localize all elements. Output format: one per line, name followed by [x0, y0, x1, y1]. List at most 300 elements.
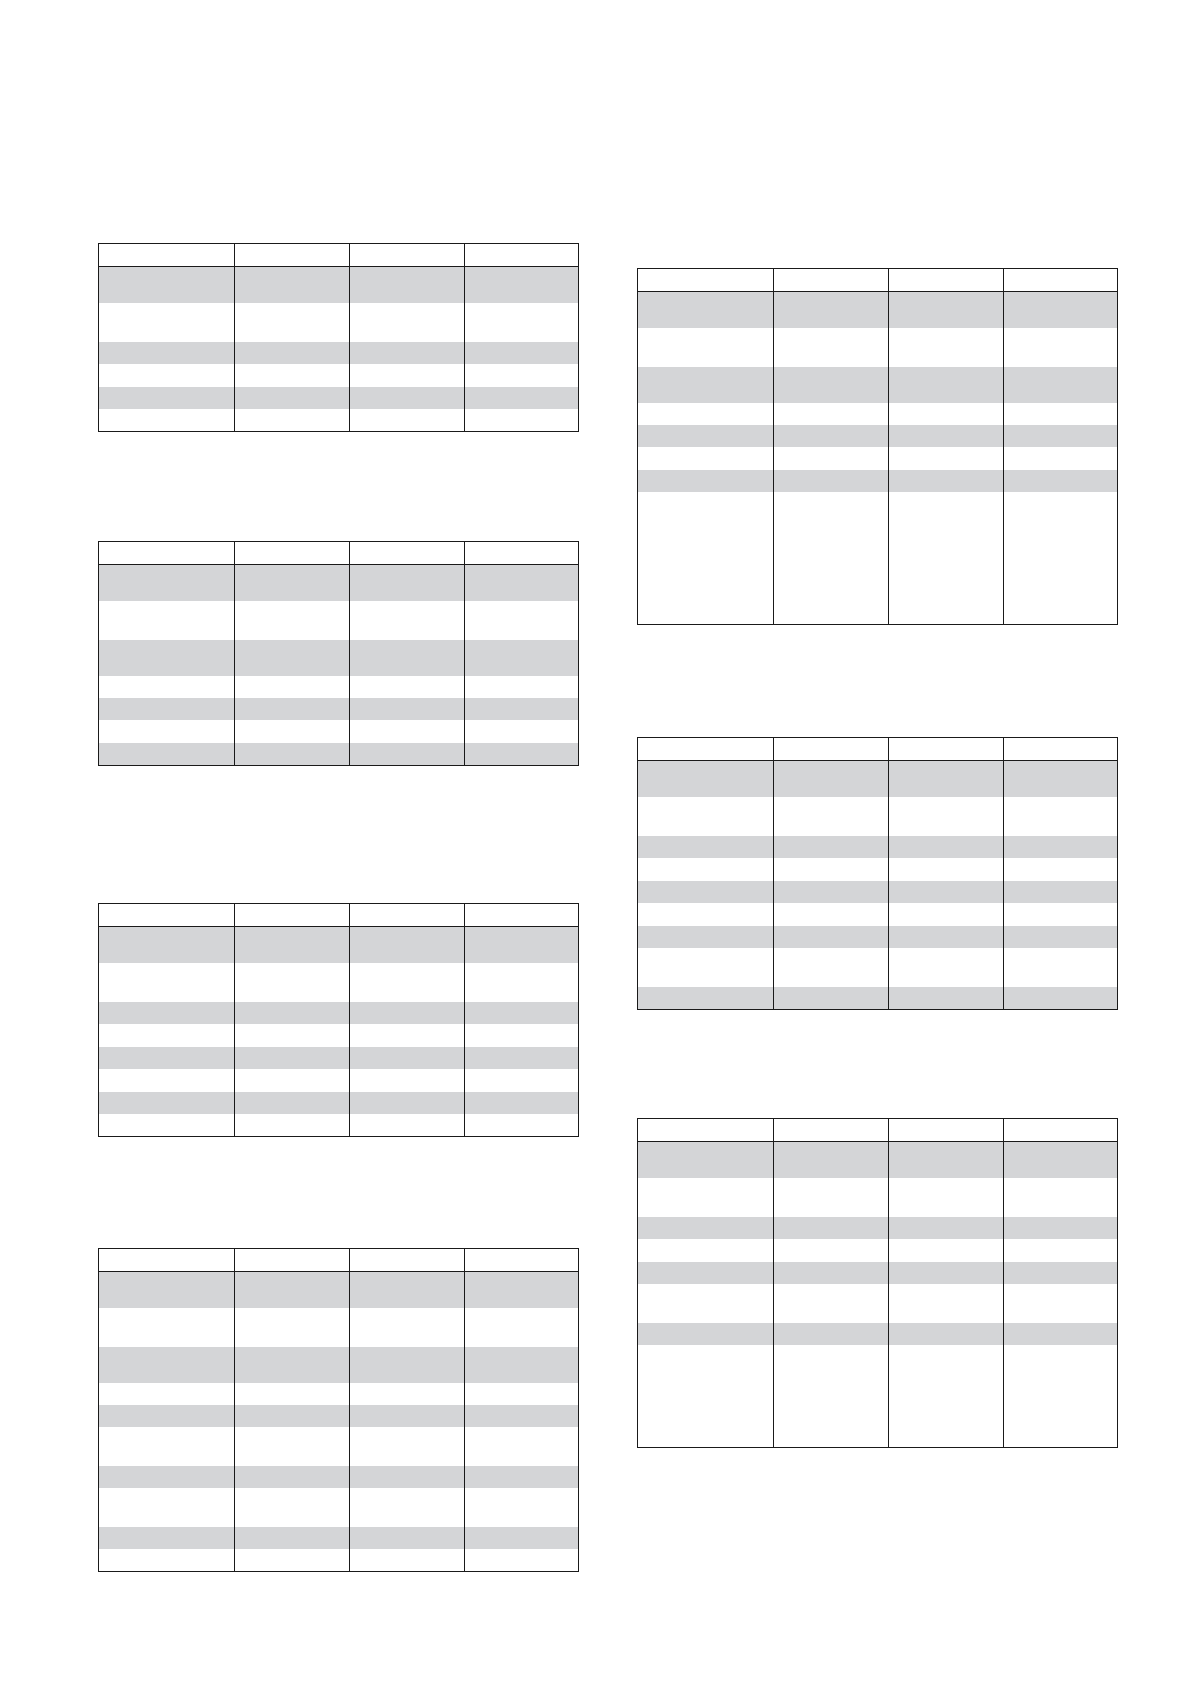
table-cell [1004, 328, 1117, 367]
table-row [638, 858, 1117, 881]
table-cell [99, 409, 235, 431]
table-cell [638, 903, 774, 926]
table-row [99, 565, 578, 601]
table-cell [638, 1262, 774, 1284]
table-cell [1004, 1262, 1117, 1284]
table-cell [889, 761, 1004, 797]
table-cell [638, 328, 774, 367]
table-cell [465, 1002, 578, 1024]
table-cell [235, 342, 350, 364]
table-row [638, 425, 1117, 447]
table-cell [350, 565, 465, 601]
table-cell [465, 303, 578, 342]
table-cell [350, 698, 465, 720]
header-cell [638, 738, 774, 760]
table-cell [99, 640, 235, 676]
header-cell [235, 904, 350, 926]
table-cell [889, 881, 1004, 903]
table-row [99, 1114, 578, 1136]
table-cell [465, 1069, 578, 1092]
table-cell [638, 1284, 774, 1323]
table-cell [638, 447, 774, 470]
table-cell [1004, 1239, 1117, 1262]
header-cell [465, 904, 578, 926]
table-cell [99, 1092, 235, 1114]
table-cell [350, 963, 465, 1002]
table-row [99, 267, 578, 303]
table-header-row [638, 738, 1117, 761]
table-row [638, 367, 1117, 403]
table-cell [350, 1466, 465, 1488]
table-cell [774, 470, 889, 492]
table-cell [465, 720, 578, 743]
table-row [99, 1427, 578, 1466]
table-cell [1004, 425, 1117, 447]
table-cell [235, 387, 350, 409]
table-cell [350, 1405, 465, 1427]
table-cell [638, 1239, 774, 1262]
table-cell [465, 927, 578, 963]
table-row [638, 447, 1117, 470]
table-row [99, 1549, 578, 1571]
table-cell [638, 1323, 774, 1345]
table-row [99, 1405, 578, 1427]
table-row [638, 1239, 1117, 1262]
table-cell [465, 1047, 578, 1069]
table-cell [235, 676, 350, 698]
table-cell [889, 470, 1004, 492]
table-cell [1004, 367, 1117, 403]
table-cell [638, 948, 774, 987]
table-cell [235, 1069, 350, 1092]
table-cell [774, 858, 889, 881]
table-cell [774, 903, 889, 926]
table-row [99, 303, 578, 342]
table-cell [465, 342, 578, 364]
table-cell [638, 881, 774, 903]
table-cell [889, 367, 1004, 403]
table-row [638, 1345, 1117, 1447]
table-cell [235, 927, 350, 963]
table-row [638, 1142, 1117, 1178]
table-cell [1004, 1217, 1117, 1239]
table-cell [99, 1488, 235, 1527]
table-row [99, 1092, 578, 1114]
table-cell [638, 367, 774, 403]
table-cell [235, 565, 350, 601]
table-cell [350, 743, 465, 765]
table-cell [638, 403, 774, 425]
table-cell [1004, 987, 1117, 1009]
table-cell [350, 927, 465, 963]
table-cell [235, 1427, 350, 1466]
table-cell [350, 1527, 465, 1549]
table-row [638, 403, 1117, 425]
table-cell [235, 698, 350, 720]
table-cell [235, 1308, 350, 1347]
table-cell [889, 425, 1004, 447]
table-cell [465, 1114, 578, 1136]
header-cell [889, 1119, 1004, 1141]
table-row [99, 640, 578, 676]
table-row [99, 1466, 578, 1488]
table-cell [1004, 948, 1117, 987]
table-cell [465, 409, 578, 431]
table-cell [350, 720, 465, 743]
table-cell [774, 1239, 889, 1262]
table-cell [465, 1427, 578, 1466]
table-row [638, 903, 1117, 926]
table-5 [637, 268, 1118, 625]
table-cell [1004, 881, 1117, 903]
table-row [638, 1178, 1117, 1217]
table-row [638, 470, 1117, 492]
table-cell [235, 409, 350, 431]
table-cell [465, 640, 578, 676]
table-7 [637, 1118, 1118, 1448]
table-header-row [638, 269, 1117, 292]
table-cell [1004, 797, 1117, 836]
table-cell [235, 1405, 350, 1427]
table-cell [99, 267, 235, 303]
header-cell [638, 269, 774, 291]
table-cell [99, 1347, 235, 1383]
table-cell [1004, 1142, 1117, 1178]
table-row [99, 1047, 578, 1069]
table-cell [99, 743, 235, 765]
table-cell [638, 292, 774, 328]
table-cell [235, 1466, 350, 1488]
table-cell [889, 926, 1004, 948]
table-cell [889, 1239, 1004, 1262]
table-cell [99, 1383, 235, 1405]
table-cell [350, 676, 465, 698]
table-cell [1004, 761, 1117, 797]
table-row [638, 761, 1117, 797]
table-cell [235, 1383, 350, 1405]
table-cell [99, 1527, 235, 1549]
table-cell [889, 1142, 1004, 1178]
table-cell [638, 987, 774, 1009]
table-cell [889, 948, 1004, 987]
table-row [638, 797, 1117, 836]
table-cell [774, 403, 889, 425]
table-header-row [99, 244, 578, 267]
table-cell [235, 1488, 350, 1527]
table-cell [774, 1142, 889, 1178]
table-cell [1004, 470, 1117, 492]
table-cell [889, 987, 1004, 1009]
table-cell [350, 303, 465, 342]
table-row [99, 676, 578, 698]
table-cell [889, 403, 1004, 425]
table-cell [465, 364, 578, 387]
table-row [99, 409, 578, 431]
header-cell [350, 542, 465, 564]
table-cell [1004, 292, 1117, 328]
table-cell [465, 387, 578, 409]
table-cell [638, 470, 774, 492]
header-cell [889, 738, 1004, 760]
table-row [99, 698, 578, 720]
table-cell [350, 1002, 465, 1024]
table-row [638, 328, 1117, 367]
table-cell [774, 761, 889, 797]
table-cell [465, 1466, 578, 1488]
table-cell [99, 720, 235, 743]
table-cell [235, 1549, 350, 1571]
table-2 [98, 541, 579, 766]
table-cell [99, 1272, 235, 1308]
table-cell [99, 1024, 235, 1047]
table-cell [350, 640, 465, 676]
table-cell [465, 1549, 578, 1571]
table-cell [465, 676, 578, 698]
table-cell [350, 1069, 465, 1092]
table-cell [889, 328, 1004, 367]
table-cell [99, 963, 235, 1002]
table-cell [235, 640, 350, 676]
table-cell [99, 387, 235, 409]
header-cell [774, 269, 889, 291]
table-cell [350, 1114, 465, 1136]
table-cell [99, 1114, 235, 1136]
table-cell [350, 267, 465, 303]
table-cell [99, 1405, 235, 1427]
header-cell [465, 542, 578, 564]
table-cell [889, 836, 1004, 858]
table-cell [235, 743, 350, 765]
table-cell [889, 1178, 1004, 1217]
table-cell [465, 698, 578, 720]
table-row [99, 364, 578, 387]
table-cell [235, 601, 350, 640]
table-cell [465, 1488, 578, 1527]
table-cell [99, 601, 235, 640]
table-cell [638, 926, 774, 948]
table-cell [235, 1114, 350, 1136]
table-cell [774, 1178, 889, 1217]
table-cell [889, 1345, 1004, 1447]
table-cell [774, 1345, 889, 1447]
table-cell [774, 425, 889, 447]
table-cell [774, 836, 889, 858]
table-cell [99, 1069, 235, 1092]
table-cell [235, 303, 350, 342]
table-row [638, 948, 1117, 987]
table-cell [889, 1262, 1004, 1284]
table-cell [235, 1092, 350, 1114]
table-cell [889, 1323, 1004, 1345]
table-cell [1004, 1178, 1117, 1217]
table-row [99, 720, 578, 743]
table-cell [638, 425, 774, 447]
table-cell [235, 1272, 350, 1308]
header-cell [1004, 1119, 1117, 1141]
table-cell [465, 1024, 578, 1047]
table-cell [350, 1047, 465, 1069]
table-cell [350, 1383, 465, 1405]
table-cell [465, 601, 578, 640]
table-cell [350, 1024, 465, 1047]
table-row [99, 387, 578, 409]
table-row [638, 1284, 1117, 1323]
table-cell [1004, 1345, 1117, 1447]
table-cell [465, 743, 578, 765]
table-cell [99, 698, 235, 720]
table-cell [465, 1405, 578, 1427]
header-cell [99, 542, 235, 564]
table-cell [350, 1272, 465, 1308]
table-cell [465, 1383, 578, 1405]
table-cell [465, 963, 578, 1002]
table-row [638, 1262, 1117, 1284]
table-cell [350, 601, 465, 640]
table-cell [774, 292, 889, 328]
table-cell [638, 797, 774, 836]
table-cell [774, 1284, 889, 1323]
table-cell [465, 565, 578, 601]
table-cell [638, 492, 774, 624]
header-cell [638, 1119, 774, 1141]
table-cell [465, 1272, 578, 1308]
table-cell [235, 720, 350, 743]
table-cell [235, 963, 350, 1002]
table-row [638, 836, 1117, 858]
table-cell [235, 1527, 350, 1549]
table-cell [350, 1347, 465, 1383]
header-cell [889, 269, 1004, 291]
table-cell [1004, 903, 1117, 926]
table-row [638, 1217, 1117, 1239]
table-cell [350, 342, 465, 364]
header-cell [235, 244, 350, 266]
header-cell [1004, 269, 1117, 291]
table-cell [99, 927, 235, 963]
table-cell [350, 1488, 465, 1527]
table-cell [99, 1466, 235, 1488]
table-cell [99, 364, 235, 387]
header-cell [99, 904, 235, 926]
table-row [99, 1308, 578, 1347]
table-cell [774, 797, 889, 836]
table-row [99, 963, 578, 1002]
table-cell [99, 1002, 235, 1024]
table-cell [638, 1345, 774, 1447]
table-cell [465, 1308, 578, 1347]
table-cell [889, 1217, 1004, 1239]
table-cell [235, 1347, 350, 1383]
table-cell [774, 1262, 889, 1284]
table-cell [889, 292, 1004, 328]
table-cell [465, 1347, 578, 1383]
table-cell [774, 948, 889, 987]
table-row [638, 492, 1117, 624]
table-cell [1004, 836, 1117, 858]
table-cell [465, 1092, 578, 1114]
table-cell [638, 1142, 774, 1178]
table-row [638, 881, 1117, 903]
header-cell [774, 738, 889, 760]
table-cell [889, 492, 1004, 624]
table-cell [1004, 926, 1117, 948]
table-cell [99, 1549, 235, 1571]
table-cell [235, 1002, 350, 1024]
table-cell [889, 797, 1004, 836]
table-cell [99, 1308, 235, 1347]
table-cell [235, 267, 350, 303]
header-cell [99, 1249, 235, 1271]
table-cell [99, 565, 235, 601]
table-cell [99, 1427, 235, 1466]
table-cell [99, 1047, 235, 1069]
table-cell [1004, 1284, 1117, 1323]
table-cell [350, 1549, 465, 1571]
header-cell [235, 542, 350, 564]
table-cell [774, 328, 889, 367]
table-row [99, 1347, 578, 1383]
table-row [99, 927, 578, 963]
table-row [99, 342, 578, 364]
table-header-row [99, 1249, 578, 1272]
header-cell [465, 244, 578, 266]
table-row [99, 1488, 578, 1527]
table-cell [99, 303, 235, 342]
table-cell [1004, 1323, 1117, 1345]
table-cell [350, 409, 465, 431]
table-cell [350, 387, 465, 409]
table-cell [350, 1092, 465, 1114]
table-cell [638, 836, 774, 858]
table-cell [235, 364, 350, 387]
table-row [99, 1383, 578, 1405]
table-cell [774, 926, 889, 948]
header-cell [774, 1119, 889, 1141]
table-row [638, 926, 1117, 948]
table-cell [774, 492, 889, 624]
table-cell [1004, 492, 1117, 624]
table-header-row [99, 904, 578, 927]
table-row [638, 1323, 1117, 1345]
table-cell [889, 903, 1004, 926]
table-row [638, 292, 1117, 328]
table-1 [98, 243, 579, 432]
table-cell [774, 987, 889, 1009]
table-cell [774, 881, 889, 903]
header-cell [350, 904, 465, 926]
table-row [99, 1527, 578, 1549]
table-cell [774, 1217, 889, 1239]
table-cell [638, 1178, 774, 1217]
table-cell [1004, 858, 1117, 881]
table-row [99, 743, 578, 765]
table-row [99, 1069, 578, 1092]
table-cell [889, 1284, 1004, 1323]
header-cell [235, 1249, 350, 1271]
table-cell [465, 267, 578, 303]
table-cell [774, 1323, 889, 1345]
table-cell [99, 676, 235, 698]
header-cell [465, 1249, 578, 1271]
table-3 [98, 903, 579, 1137]
table-cell [638, 761, 774, 797]
table-cell [1004, 447, 1117, 470]
table-cell [99, 342, 235, 364]
table-cell [1004, 403, 1117, 425]
table-cell [350, 1308, 465, 1347]
table-row [99, 1272, 578, 1308]
table-header-row [638, 1119, 1117, 1142]
